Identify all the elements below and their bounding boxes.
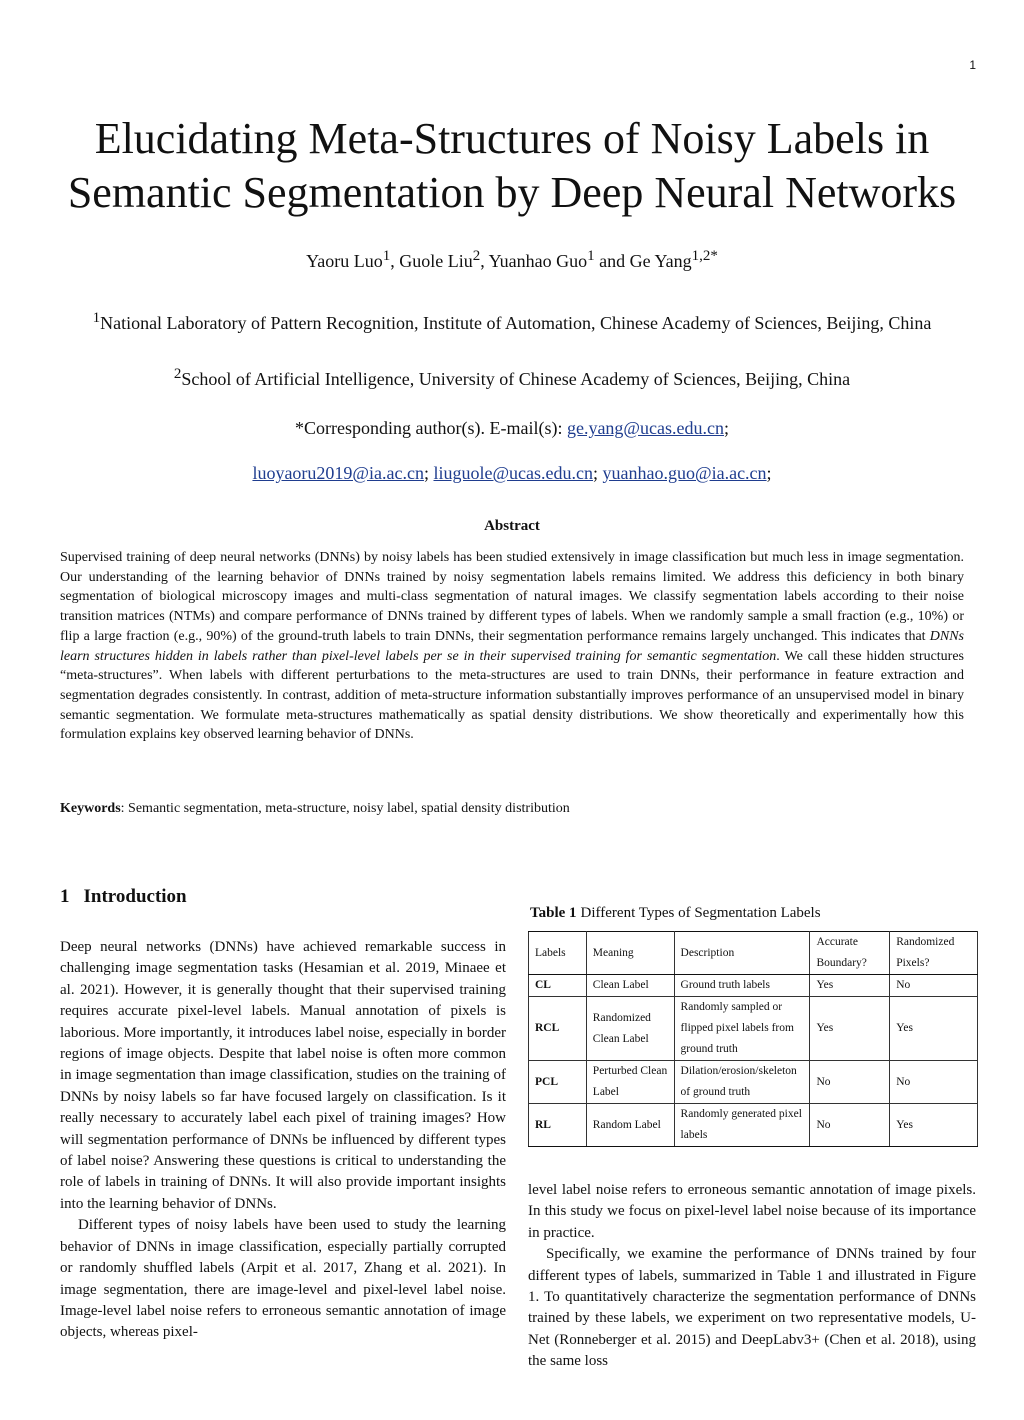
email-link[interactable]: ge.yang@ucas.edu.cn — [566, 418, 724, 438]
table-cell: Clean Label — [586, 975, 674, 997]
abstract-text: . We call these hidden structures “meta-structures”. When labels with different perturbations to the meta-structures are used to train DNNs, their performance in feature extraction and segmentation degrades consistently. In contrast, addition of meta-structure information substantially improves performance of an unsupervised model in binary semantic segmentation. We formulate meta-structures mathematically as spatial density distributions. We show theoretically and experimentally how this formulation explains key observed learning behavior of DNNs. — [60, 648, 964, 743]
page-number: 1 — [969, 58, 976, 72]
table-row — [529, 1061, 978, 1104]
table-cell: Ground truth labels — [674, 975, 810, 997]
table-caption-text: Different Types of Segmentation Labels — [580, 905, 821, 921]
title-line-2: Semantic Segmentation by Deep Neural Networks — [67, 168, 957, 217]
email-link[interactable]: liuguole@ucas.edu.cn — [433, 463, 594, 483]
corresponding-prefix: *Corresponding author(s). E-mail(s): — [295, 418, 567, 438]
paragraph: Specifically, we examine the performance of DNNs trained by four different types of labels, summarized in Table 1 and illustrated in Figure 1. To quantitatively characterize the segmentation performance of DNNs trained by these labels, we experiment on two representative models, U-Net (Ronneberger et al. 2015) and DeepLabv3+ (Chen et al. 2018), using the same loss — [528, 1246, 976, 1370]
section-title: Introduction — [83, 886, 187, 907]
table-cell-label: CL — [529, 975, 587, 997]
table-header: Randomized Pixels? — [890, 932, 978, 975]
table-header: Meaning — [586, 932, 674, 975]
right-column-text — [528, 1180, 976, 1373]
table-header-row — [529, 932, 978, 975]
table-row — [529, 975, 978, 997]
left-column-text — [60, 937, 506, 1344]
email-link[interactable]: luoyaoru2019@ia.ac.cn — [252, 463, 424, 483]
table-header: Description — [674, 932, 810, 975]
paragraph: Different types of noisy labels have been used to study the learning behavior of DNNs in image classification, especially partially corrupted or randomly shuffled labels (Arpit et al. 2017, Zhang et al. 2021). In image segmentation, there are image-level and pixel-level label noise. Image-level label noise refers to erroneous semantic annotation of image objects, whereas pixel- — [60, 1217, 506, 1341]
abstract-text: Supervised training of deep neural networks (DNNs) by noisy labels has been studied extensively in image classification but much less in image segmentation. Our understanding of the learning behavior of DNNs trained by noisy segmentation labels remains limited. We address this deficiency in both binary segmentation of biological microscopy images and multi-class segmentation of natural images. We classify segmentation labels according to their noise transition matrices (NTMs) and compare performance of DNNs trained by different types of labels. When we randomly sample a small fraction (e.g., 10%) or flip a large fraction (e.g., 90%) of the ground-truth labels to train DNNs, their segmentation performance remains largely unchanged. This indicates that — [60, 550, 964, 644]
table-header: Accurate Boundary? — [810, 932, 890, 975]
paper-title — [0, 112, 1024, 220]
author-separator: , — [480, 251, 489, 271]
table-cell: No — [890, 1061, 978, 1104]
affiliation-text: National Laboratory of Pattern Recognition, Institute of Automation, Chinese Academy of Sciences, Beijing, China — [100, 313, 932, 333]
paragraph: Deep neural networks (DNNs) have achieved remarkable success in challenging image segmentation tasks (Hesamian et al. 2019, Minaee et al. 2021). However, it is generally thought that their supervised training requires accurate pixel-level labels. Manual annotation of pixels is laborious. More importantly, it introduces label noise, especially in border regions of image objects. Despite that label noise is often more common in image segmentation than image classification, studies on the training of DNNs by noisy labels so far have focused largely on classification. Is it really necessary to accurately label each pixel of training images? How will segmentation performance of DNNs be influenced by different types of label noise? Answering these questions is critical to understanding the role of labels in training of DNNs. It will also provide important insights into the learning behavior of DNNs. — [60, 939, 506, 1212]
author-affil-sup: 1 — [587, 248, 595, 264]
table-cell: Yes — [810, 997, 890, 1061]
table-cell: Dilation/erosion/skeleton of ground truth — [674, 1061, 810, 1104]
paragraph: level label noise refers to erroneous semantic annotation of image pixels. In this study we focus on pixel-level label noise because of its importance in practice. — [528, 1182, 976, 1241]
corresponding-author: *Corresponding author(s). E-mail(s): ge.yang@ucas.edu.cn; — [295, 418, 729, 438]
table-cell: No — [810, 1061, 890, 1104]
table-cell: Perturbed Clean Label — [586, 1061, 674, 1104]
affiliation-sup: 1 — [92, 310, 101, 326]
table-cell-label: RL — [529, 1104, 587, 1147]
author-name: Ge Yang — [629, 251, 692, 271]
affiliation-1 — [60, 306, 964, 335]
table-row — [529, 997, 978, 1061]
table-cell: Yes — [810, 975, 890, 997]
keywords-text: : Semantic segmentation, meta-structure, noisy label, spatial density distribution — [120, 801, 570, 816]
table-header: Labels — [529, 932, 587, 975]
labels-table — [528, 931, 978, 1147]
table-row — [529, 1104, 978, 1147]
table-cell: Yes — [890, 1104, 978, 1147]
table-cell: No — [810, 1104, 890, 1147]
abstract-heading: Abstract — [484, 518, 540, 534]
author-separator: , — [390, 251, 400, 271]
author-affil-sup: 1,2* — [691, 248, 718, 264]
keywords — [60, 801, 964, 817]
table-caption-label: Table 1 — [530, 905, 577, 921]
abstract-emphasis: DNNs learn structures hidden in labels rather than pixel-level labels per se in their supervised training for semantic segmentation — [60, 628, 964, 664]
table-cell: Random Label — [586, 1104, 674, 1147]
table-cell-label: RCL — [529, 997, 587, 1061]
table-cell: Yes — [890, 997, 978, 1061]
affiliation-text: School of Artificial Intelligence, University of Chinese Academy of Sciences, Beijing, China — [181, 369, 851, 389]
author-and: and — [594, 251, 630, 271]
title-line-1: Elucidating Meta-Structures of Noisy Labels in — [94, 114, 930, 163]
table-caption — [530, 905, 821, 922]
affiliation-sup: 2 — [173, 366, 182, 382]
author-list — [0, 248, 1024, 272]
section-number: 1 — [60, 886, 70, 907]
affiliation-2 — [60, 362, 964, 391]
table-cell: Randomized Clean Label — [586, 997, 674, 1061]
keywords-label: Keywords — [60, 801, 121, 816]
table-cell: Randomly sampled or flipped pixel labels from ground truth — [674, 997, 810, 1061]
email-list: luoyaoru2019@ia.ac.cn; liuguole@ucas.edu.cn; yuanhao.guo@ia.ac.cn; — [252, 463, 772, 483]
author-affil-sup: 1 — [382, 248, 391, 264]
author-name: Guole Liu — [399, 251, 473, 271]
section-heading — [60, 886, 187, 908]
table-cell-label: PCL — [529, 1061, 587, 1104]
table-cell: No — [890, 975, 978, 997]
table-cell: Randomly generated pixel labels — [674, 1104, 810, 1147]
author-name: Yaoru Luo — [306, 251, 383, 271]
author-name: Yuanhao Guo — [488, 251, 588, 271]
email-link[interactable]: yuanhao.guo@ia.ac.cn — [602, 463, 767, 483]
abstract-body — [60, 548, 964, 745]
author-affil-sup: 2 — [472, 248, 481, 264]
